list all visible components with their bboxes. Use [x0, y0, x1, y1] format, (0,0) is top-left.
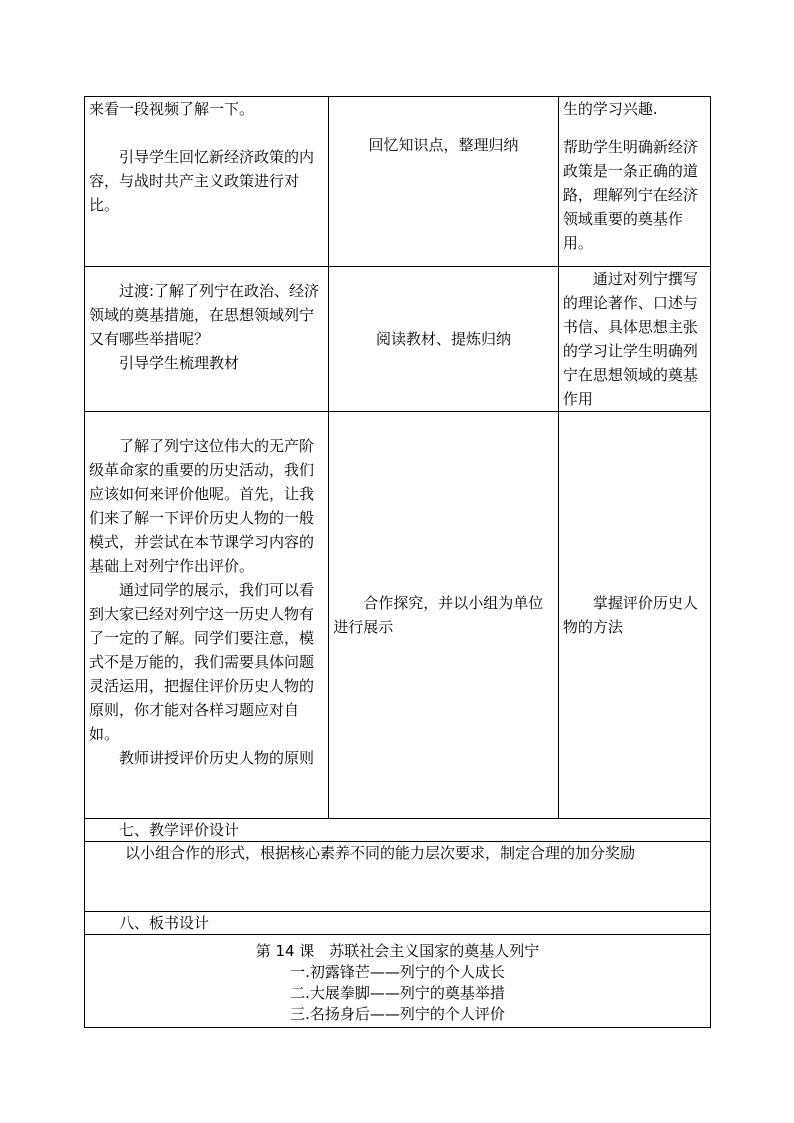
design-purpose-cell — [558, 267, 710, 412]
teacher-activity-text: 引导学生回忆新经济政策的内容，与战时共产主义政策进行对比。 — [89, 148, 315, 214]
spacer — [563, 121, 706, 135]
section-title: 七、教学评价设计 — [85, 819, 711, 842]
section-title: 八、板书设计 — [85, 912, 711, 935]
board-design — [85, 935, 711, 1028]
teacher-activity-text: 了解了列宁这位伟大的无产阶级革命家的重要的历史活动，我们应该如何来评价他呢。首先，让我们来了解一下评价历史人物的一般模式，并尝试在本节课学习内容的基础上对列宁作出评价。 — [89, 437, 315, 575]
board-line: 三.名扬身后——列宁的个人评价 — [290, 1005, 505, 1023]
table-row — [85, 97, 711, 267]
teacher-activity-cell — [85, 267, 329, 412]
board-line: 一.初露锋芒——列宁的个人成长 — [290, 963, 505, 981]
design-purpose-text: 生的学习兴趣. — [562, 100, 658, 118]
student-activity-text: 阅读教材、提炼归纳 — [376, 330, 512, 348]
design-purpose-cell — [558, 97, 710, 267]
teacher-activity-text: 引导学生梳理教材 — [119, 354, 240, 372]
teacher-activity-cell — [85, 97, 329, 267]
design-purpose-cell — [558, 412, 710, 819]
teacher-activity-text: 过渡:了解了列宁在政治、经济领域的奠基措施，在思想领域列宁又有哪些举措呢？ — [89, 282, 320, 348]
evaluation-design-text: 以小组合作的形式，根据核心素养不同的能力层次要求，制定合理的加分奖励 — [85, 842, 711, 912]
teacher-activity-cell — [85, 412, 329, 819]
table-row — [85, 267, 711, 412]
design-purpose-text: 通过对列宁撰写的理论著作、口述与书信、具体思想主张的学习让学生明确列宁在思想领域的奠基作用 — [562, 270, 698, 408]
student-activity-text: 合作探究，并以小组为单位进行展示 — [333, 594, 544, 636]
design-purpose-text: 掌握评价历史人物的方法 — [562, 594, 698, 636]
section-content-row — [85, 935, 711, 1028]
student-activity-cell — [329, 97, 559, 267]
board-line: 二.大展拳脚——列宁的奠基举措 — [290, 984, 505, 1002]
table-row — [85, 412, 711, 819]
section-title-row — [85, 819, 711, 842]
lesson-plan-table — [84, 96, 711, 1028]
student-activity-cell — [329, 267, 559, 412]
student-activity-cell — [329, 412, 559, 819]
spacer — [333, 97, 554, 121]
teacher-activity-text: 来看一段视频了解一下。 — [89, 100, 255, 118]
teacher-activity-text: 教师讲授评价历史人物的原则 — [119, 749, 315, 767]
board-line-title: 第 14 课 苏联社会主义国家的奠基人列宁 — [255, 942, 540, 960]
student-activity-text: 回忆知识点，整理归纳 — [368, 136, 519, 154]
design-purpose-text: 帮助学生明确新经济政策是一条正确的道路，理解列宁在经济领域重要的奠基作用。 — [562, 138, 698, 252]
teacher-activity-text: 通过同学的展示，我们可以看到大家已经对列宁这一历史人物有了一定的了解。同学们要注意，模式不是万能的，我们需要具体问题灵活运用，把握住评价历史人物的原则，你才能对各样习题应对自如。 — [89, 581, 315, 743]
section-content-row — [85, 842, 711, 912]
spacer — [89, 121, 324, 145]
section-title-row — [85, 912, 711, 935]
